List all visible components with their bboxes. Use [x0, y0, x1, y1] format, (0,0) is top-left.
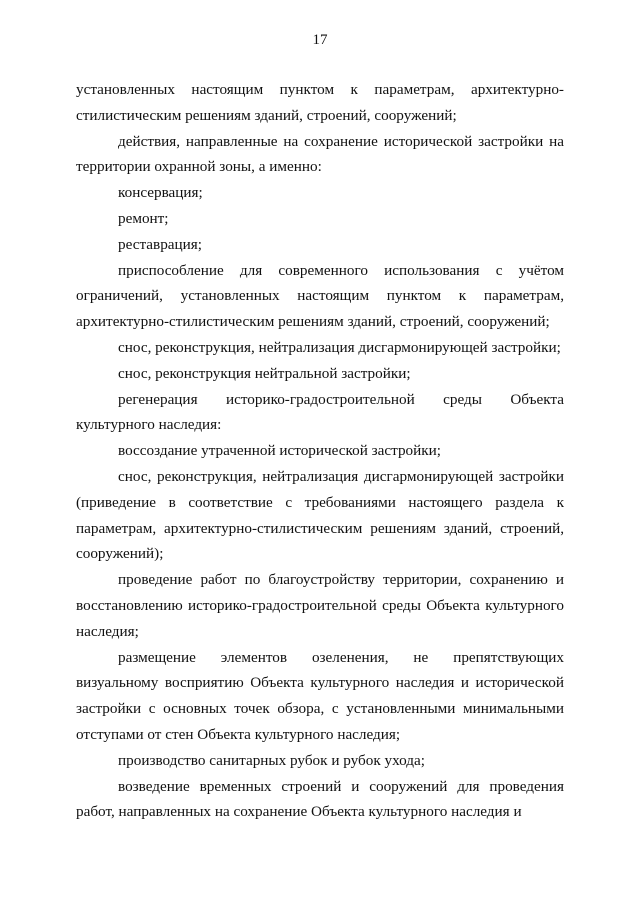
- paragraph: действия, направленные на сохранение исторической застройки на территории охранной зоны, а именно:: [76, 132, 564, 176]
- list-item: реставрация;: [118, 235, 202, 253]
- paragraph: регенерация историко-градостроительной среды Объекта культурного наследия:: [76, 390, 564, 434]
- list-item: снос, реконструкция, нейтрализация дисгармонирующей застройки;: [118, 338, 561, 356]
- list-item: возведение временных строений и сооружений для проведения работ, направленных на сохранение Объекта культурного наследия и: [76, 777, 564, 821]
- list-item: снос, реконструкция нейтральной застройки;: [118, 364, 411, 382]
- document-body: [76, 77, 564, 825]
- list-item: воссоздание утраченной исторической застройки;: [118, 442, 441, 460]
- list-item: ремонт;: [118, 209, 169, 227]
- list-item: размещение элементов озеленения, не препятствующих визуальному восприятию Объекта культурного наследия и исторической застройки с основных точек обзора, с установленными минимальными отступами от стен Объекта культурного наследия;: [76, 648, 564, 743]
- paragraph: установленных настоящим пунктом к параметрам, архитектурно-стилистическим решениям зданий, строений, сооружений;: [76, 81, 564, 124]
- list-item: консервация;: [118, 184, 203, 202]
- list-item: проведение работ по благоустройству территории, сохранению и восстановлению историко-градостроительной среды Объекта культурного наследия;: [76, 571, 564, 640]
- list-item: приспособление для современного использования с учётом ограничений, установленных настоящим пунктом к параметрам, архитектурно-стилистическим решениям зданий, строений, сооружений;: [76, 261, 564, 331]
- list-item: снос, реконструкция, нейтрализация дисгармонирующей застройки (приведение в соответствие с требованиями настоящего раздела к параметрам, архитектурно-стилистическим решениям зданий, строений, сооружений);: [76, 467, 564, 563]
- page-number: 17: [312, 32, 328, 48]
- list-item: производство санитарных рубок и рубок ухода;: [118, 751, 425, 769]
